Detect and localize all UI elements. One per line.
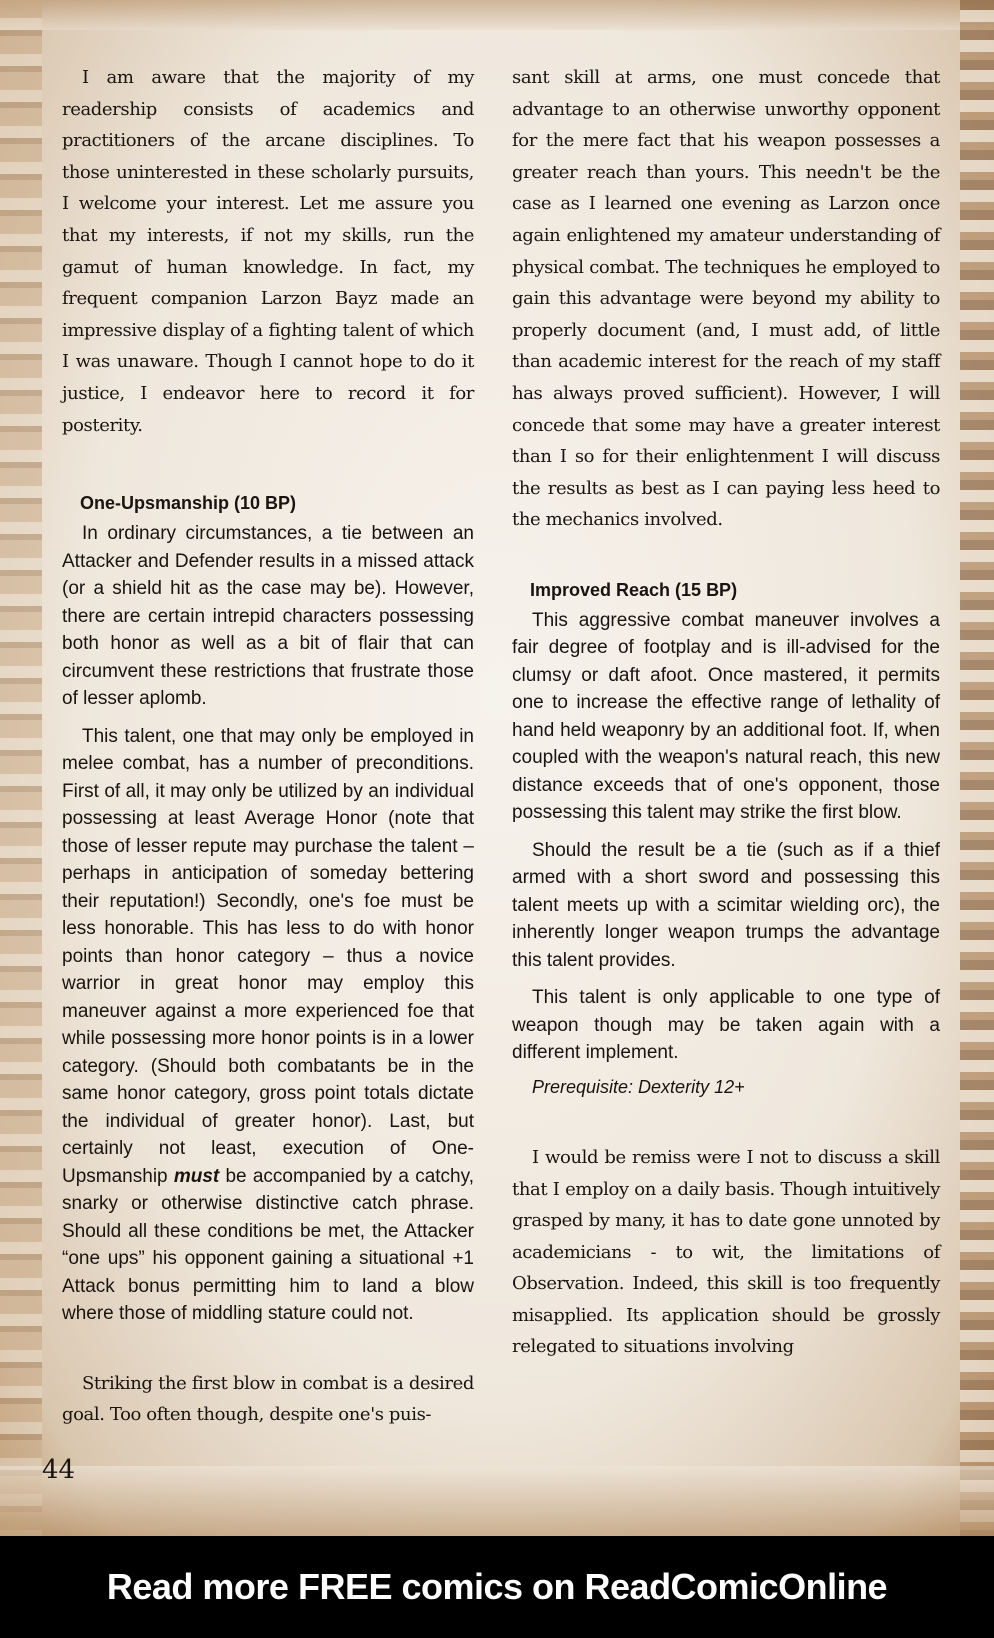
continued-paragraph: sant skill at arms, one must concede that advantage to an otherwise unworthy opponent for the mere fact that his weapon possesses a greater reach than yours. This needn't be the case as I learned one evening as Larzon once again enlightened my amateur understanding of physical combat. The techniques he employed to gain this advantage were beyond my ability to properly document (and, I must add, of little than academic interest for the reach of my staff has always proved sufficient). However, I will concede that some may have a greater interest than I so for their enlightenment I will discuss the results as best as I can paying less heed to the mechanics involved.	[512, 67, 940, 531]
promo-banner[interactable]	[0, 1536, 994, 1638]
banner-text[interactable]: Read more FREE comics on ReadComicOnline	[106, 1566, 888, 1607]
page-number: 44	[42, 1455, 76, 1485]
section-heading-improved-reach: Improved Reach (15 BP)	[530, 579, 738, 600]
outro-paragraph: I would be remiss were I not to discuss a skill that I employ on a daily basis. Though intuitively grasped by many, it has to date gone unnoted by academicians - to wit, the limitations of Observation. Indeed, this skill is too frequently misapplied. Its application should be grossly relegated to situations involving	[512, 1146, 940, 1358]
decorative-border-right	[960, 0, 994, 1536]
outro-paragraph: Striking the first blow in combat is a desired goal. Too often though, despite one's puis-	[62, 1372, 474, 1426]
decorative-border-left	[0, 0, 42, 1536]
body-paragraph: In ordinary circumstances, a tie between an Attacker and Defender results in a missed attack (or a shield hit as the case may be). However, there are certain intrepid characters possessing both honor as well as a bit of flair that can circumvent these restrictions that frustrate those of lesser aplomb.	[62, 523, 474, 710]
body-paragraph: Should the result be a tie (such as if a thief armed with a short sword and possessing this talent meets up with a scimitar wielding orc), the inherently longer weapon trumps the advantage this talent provides.	[512, 839, 940, 971]
body-paragraph: This aggressive combat maneuver involves a fair degree of footplay and is ill-advised for the clumsy or daft afoot. Once mastered, it permits one to increase the effective range of lethality of hand held weaponry by an additional foot. If, when coupled with the weapon's natural reach, this new distance exceeds that of one's opponent, those possessing this talent may strike the first blow.	[512, 609, 940, 824]
section-heading-one-upsmanship: One-Upsmanship (10 BP)	[80, 493, 297, 514]
right-column	[512, 62, 940, 1363]
text-run: be accompanied by a catchy, snarky or otherwise distinctive catch phrase. Should all these conditions be met, the Attacker “one ups” his opponent gaining a situational +1 Attack bonus permitting him to land a blow where those of middling stature could not.	[62, 1165, 474, 1325]
body-paragraph	[62, 723, 474, 1328]
left-column	[62, 62, 474, 1431]
body-paragraph: This talent is only applicable to one type of weapon though may be taken again with a different implement.	[512, 987, 940, 1064]
intro-paragraph: I am aware that the majority of my readership consists of academics and practitioners of the arcane disciplines. To those uninterested in these scholarly pursuits, I welcome your interest. Let me assure you that my interests, if not my skills, run the gamut of human knowledge. In fact, my frequent companion Larzon Bayz made an impressive display of a fighting talent of which I was unaware. Though I cannot hope to do it justice, I endeavor here to record it for posterity.	[62, 67, 474, 436]
prerequisite: Prerequisite: Dexterity 12+	[532, 1076, 745, 1097]
emphasis: must	[173, 1165, 220, 1187]
decorative-border-top	[0, 0, 994, 30]
text-run: This talent, one that may only be employed in melee combat, has a number of preconditions. First of all, it may only be utilized by an individual possessing at least Average Honor (note that those of lesser repute may purchase the talent – perhaps in anticipation of someday bettering their reputation!) Secondly, one's foe must be less honorable. This has less to do with honor points than honor category – thus a novice warrior in great honor may employ this maneuver against a more experienced foe that while possessing more honor points is in a lower category. (Should both combatants be in the same honor category, gross point totals dictate the individual of greater honor). Last, but certainly not least, execution of One-Upsmanship	[62, 725, 474, 1187]
decorative-border-bottom	[0, 1466, 994, 1536]
